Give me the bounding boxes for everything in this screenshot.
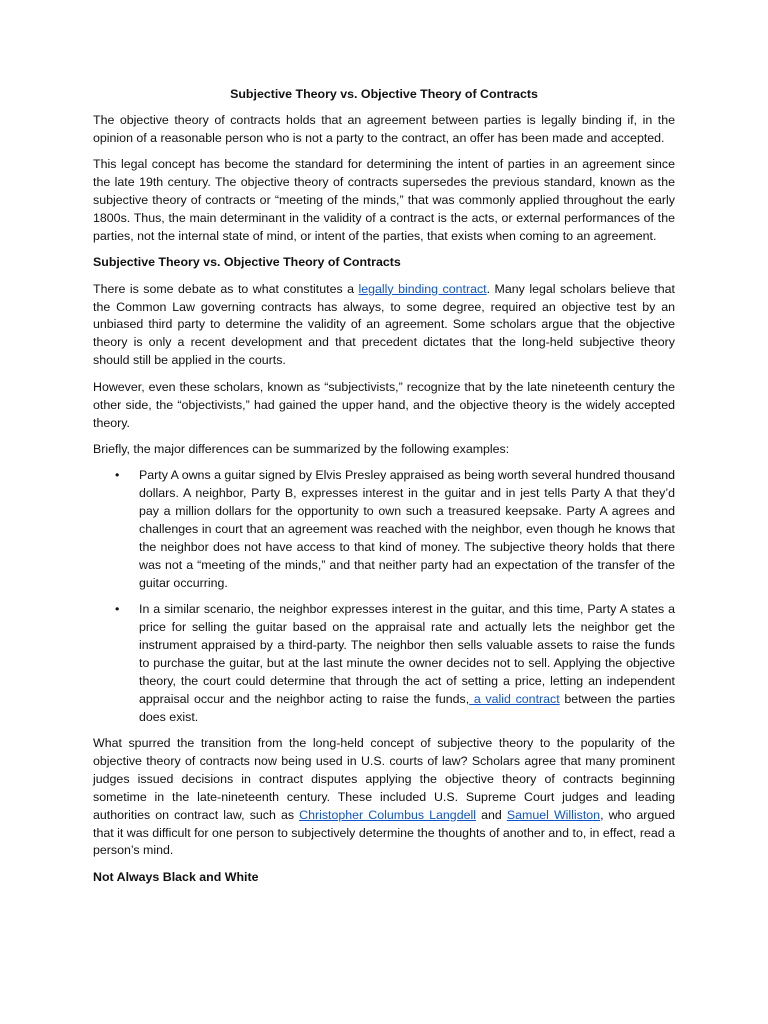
document-page bbox=[93, 86, 675, 895]
example-one-text: Party A owns a guitar signed by Elvis Presley appraised as being worth several hundred thousand dollars. A neighbor, Party B, expresses interest in the guitar and in jest tells Party A that they’d pay a million dollars for the opportunity to own such a treasured keepsake. Party A agrees and challenges in court that an agreement was reached with the neighbor, even though he knows that the neighbor does not have access to that kind of money. The subjective theory holds that there was not a “meeting of the minds,” and that neither party had an expectation of the transfer of the guitar occurring. bbox=[139, 468, 675, 590]
section-heading-subjective-vs-objective: Subjective Theory vs. Objective Theory of Contracts bbox=[93, 255, 401, 270]
examples-intro-paragraph: Briefly, the major differences can be summarized by the following examples: bbox=[93, 441, 510, 456]
examples-list bbox=[93, 467, 675, 726]
transition-paragraph bbox=[93, 735, 675, 860]
debate-paragraph bbox=[93, 281, 675, 371]
list-item bbox=[93, 601, 675, 726]
example-two-text-start: In a similar scenario, the neighbor expresses interest in the guitar, and this time, Party A states a price for selling the guitar based on the appraisal rate and actually lets the neighbor get the instrument appraised by a third-party. The neighbor then sells valuable assets to raise the funds to purchase the guitar, but at the last minute the owner decides not to sell. Applying the objective theory, the court could determine that through the act of setting a price, letting an independent appraisal occur and the neighbor acting to raise the funds, bbox=[139, 602, 675, 706]
example-two-text-end: between the parties does exist. bbox=[139, 691, 676, 724]
debate-text-start: There is some debate as to what constitutes a bbox=[93, 281, 359, 296]
document-title: Subjective Theory vs. Objective Theory of Contracts bbox=[230, 87, 538, 101]
langdell-link[interactable]: Christopher Columbus Langdell bbox=[299, 807, 476, 822]
section-heading-not-always-black-and-white: Not Always Black and White bbox=[93, 869, 259, 884]
bullet-marker: • bbox=[115, 468, 120, 483]
williston-link[interactable]: Samuel Williston bbox=[506, 807, 601, 822]
transition-text-end: , who argued that it was difficult for one person to subjectively determine the thoughts of another and to, in effect, read a person’s mind. bbox=[93, 807, 675, 858]
history-paragraph: This legal concept has become the standard for determining the intent of parties in an agreement since the late 19th century. The objective theory of contracts supersedes the previous standard, known as the subjective theory of contracts or “meeting of the minds,” that was commonly applied throughout the early 1800s. Thus, the main determinant in the validity of a contract is the acts, or external performances of the parties, not the internal state of mind, or intent of the parties, that exists when coming to an agreement. bbox=[93, 157, 675, 243]
debate-text-end: . Many legal scholars believe that the Common Law governing contracts has always, to some degree, required an objective test by an unbiased third party to determine the validity of an agreement. Some scholars argue that the objective theory is only a recent development and that precedent dictates that the long-held subjective theory should still be applied in the courts. bbox=[93, 281, 675, 368]
subjectivists-paragraph: However, even these scholars, known as “subjectivists,” recognize that by the late nineteenth century the other side, the “objectivists,” had gained the upper hand, and the objective theory is the widely accepted theory. bbox=[93, 379, 675, 430]
list-item bbox=[93, 467, 675, 592]
bullet-marker: • bbox=[115, 602, 120, 617]
legally-binding-contract-link[interactable]: legally binding contract bbox=[358, 281, 487, 296]
valid-contract-link[interactable]: a valid contract bbox=[469, 691, 560, 706]
transition-text-start: What spurred the transition from the long-held concept of subjective theory to the popularity of the objective theory of contracts now being used in U.S. courts of law? Scholars agree that many prominent judges issued decisions in contract disputes applying the objective theory of contracts beginning sometime in the late-nineteenth century. These included U.S. Supreme Court judges and leading authorities on contract law, such as bbox=[93, 736, 675, 822]
transition-text-and: and bbox=[476, 807, 507, 822]
intro-paragraph: The objective theory of contracts holds that an agreement between parties is legally binding if, in the opinion of a reasonable person who is not a party to the contract, an offer has been made and accepted. bbox=[93, 112, 675, 145]
